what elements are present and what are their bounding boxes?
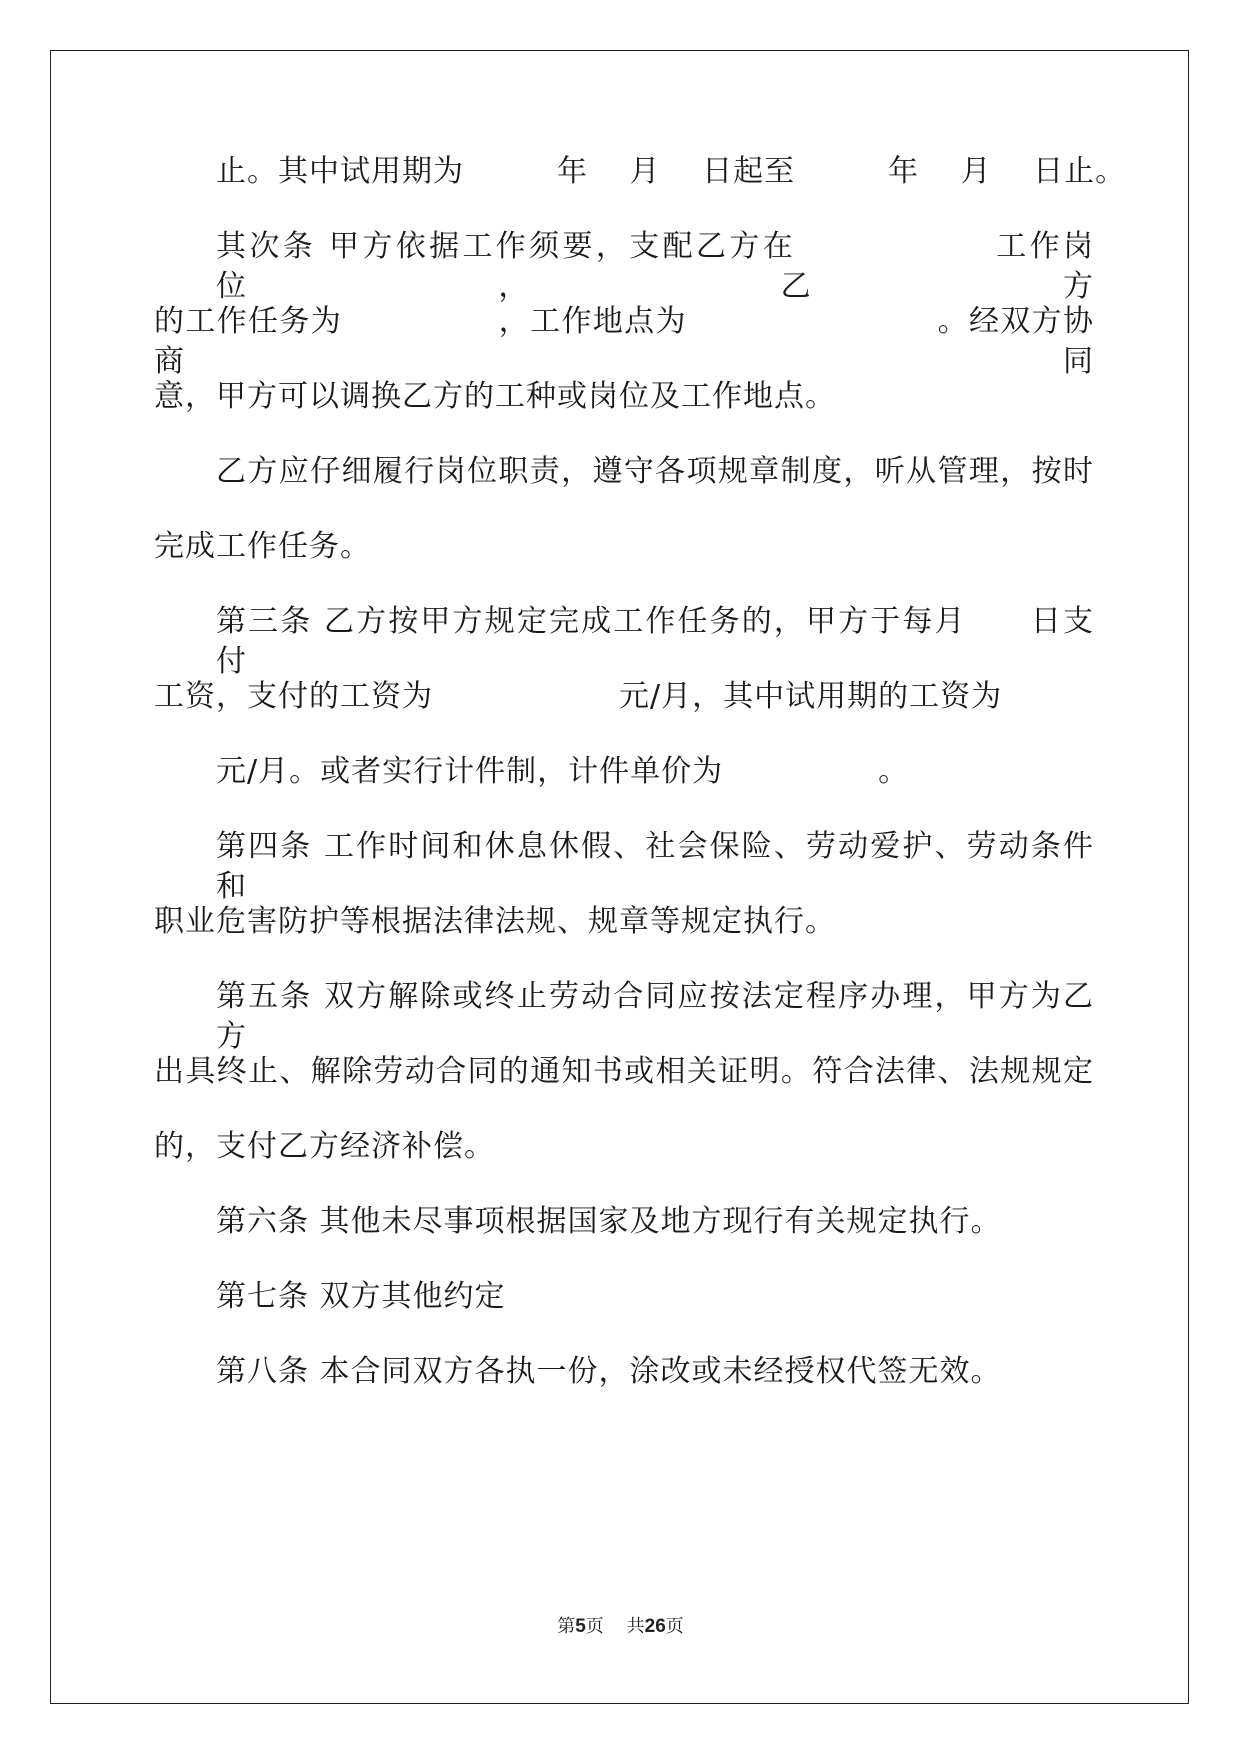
total-prefix: 共	[626, 1616, 645, 1637]
text-line-1: 止。其中试用期为 年 月 日起至 年 月 日止。	[216, 154, 1127, 189]
text-line-2: 其次条 甲方依据工作须要，支配乙方在 工作岗位，乙方	[216, 229, 1094, 304]
total-pages: 26	[644, 1616, 666, 1637]
text-line-14: 的，支付乙方经济补偿。	[154, 1129, 495, 1164]
page-number: 5	[575, 1616, 586, 1637]
text-line-12: 第五条 双方解除或终止劳动合同应按法定程序办理，甲方为乙方	[216, 979, 1094, 1054]
text-line-7: 第三条 乙方按甲方规定完成工作任务的，甲方于每月 日支付	[216, 604, 1094, 679]
page-prefix: 第	[557, 1616, 576, 1637]
total-suffix: 页	[665, 1616, 684, 1637]
page-suffix: 页	[585, 1616, 604, 1637]
text-line-8: 工资，支付的工资为 元/月，其中试用期的工资为	[154, 679, 1003, 714]
text-line-3: 的工作任务为 ，工作地点为 。经双方协商同	[154, 304, 1094, 379]
text-line-4: 意，甲方可以调换乙方的工种或岗位及工作地点。	[154, 379, 836, 414]
text-line-17: 第八条 本合同双方各执一份，涂改或未经授权代签无效。	[216, 1354, 1002, 1389]
text-line-6: 完成工作任务。	[154, 529, 371, 564]
text-line-9: 元/月。或者实行计件制，计件单价为 。	[216, 754, 910, 789]
text-line-13: 出具终止、解除劳动合同的通知书或相关证明。符合法律、法规规定	[154, 1054, 1094, 1089]
text-line-16: 第七条 双方其他约定	[216, 1279, 506, 1314]
text-line-11: 职业危害防护等根据法律法规、规章等规定执行。	[154, 904, 836, 939]
text-line-5: 乙方应仔细履行岗位职责，遵守各项规章制度，听从管理，按时	[216, 454, 1094, 489]
page-footer	[0, 1614, 1241, 1640]
text-line-15: 第六条 其他未尽事项根据国家及地方现行有关规定执行。	[216, 1204, 1002, 1239]
text-line-10: 第四条 工作时间和休息休假、社会保险、劳动爱护、劳动条件和	[216, 829, 1094, 904]
